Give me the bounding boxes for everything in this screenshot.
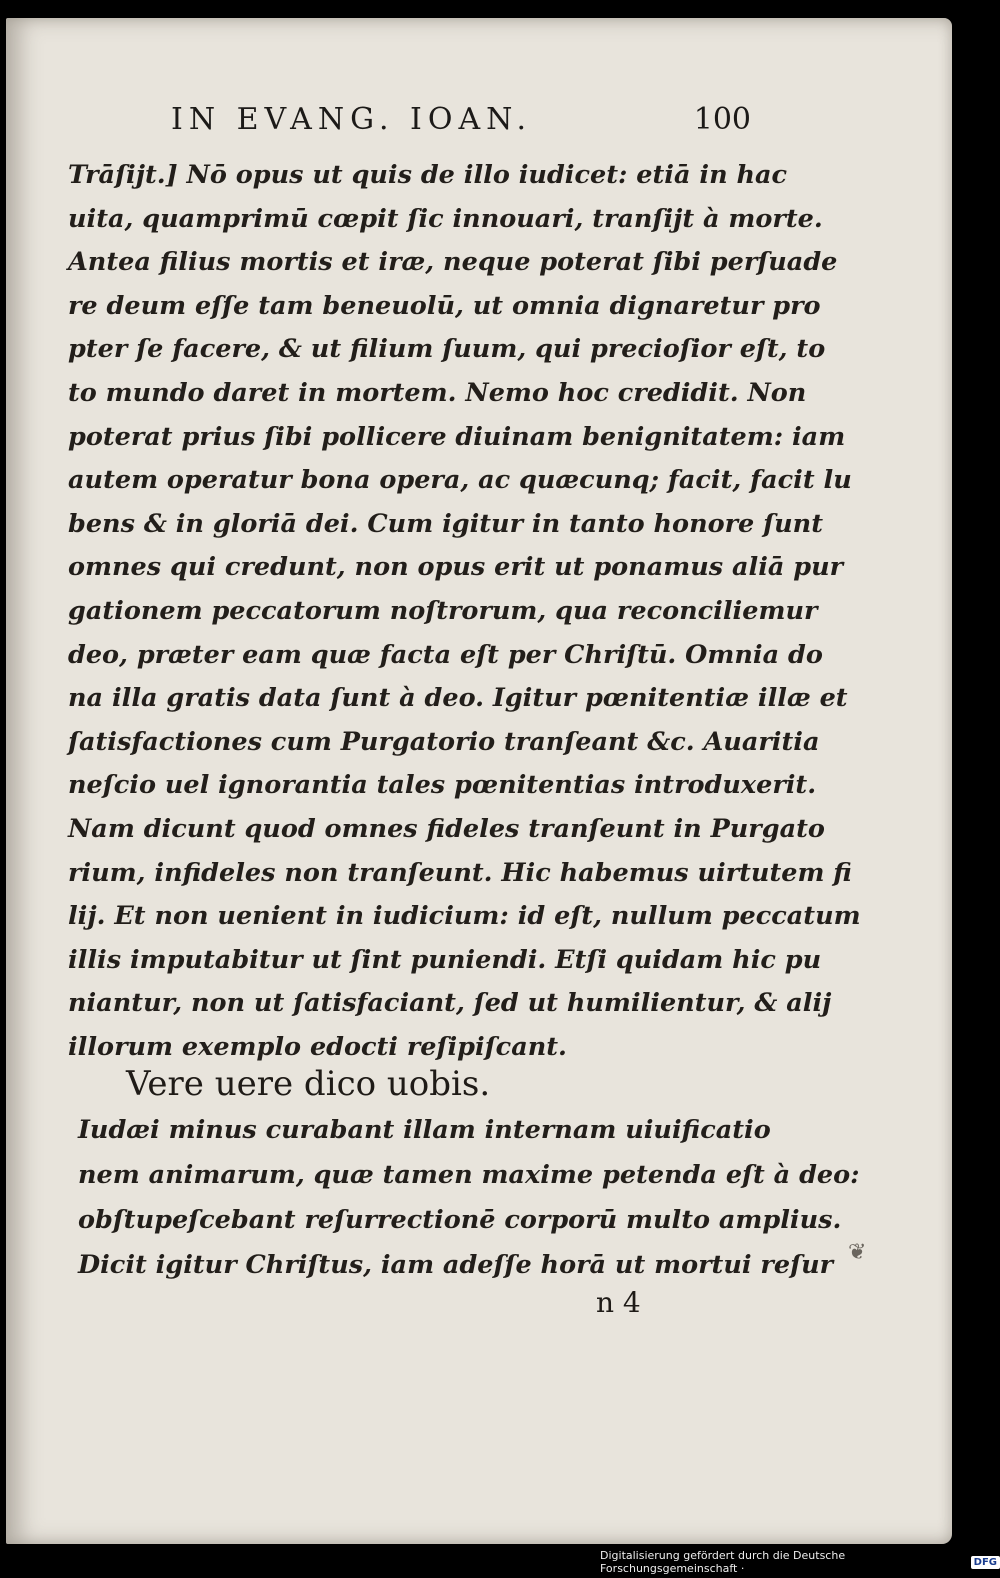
page-header [171,102,751,142]
text-line: deo, præter eam quæ facta eſt per Chriſtū. Omnia do [68,639,823,670]
ornament-mark-icon: ❦ [848,1240,867,1265]
text-line: obſtupeſcebant reſurrectionē corporū multo amplius. [78,1205,842,1235]
text-line: niantur, non ut ſatisfaciant, ſed ut humilientur, & alij [68,988,832,1019]
text-line: to mundo daret in mortem. Nemo hoc credidit. Non [68,377,807,408]
text-line: lij. Et non uenient in iudicium: id eſt, nullum peccatum [68,901,861,932]
text-line: Iudæi minus curabant illam internam uiuificatio [78,1115,771,1145]
text-line: pter ſe facere, & ut filium ſuum, qui precioſior eſt, to [68,334,826,365]
page-number: 100 [693,102,751,137]
text-line: rium, infideles non tranſeunt. Hic habemus uirtutem fi [68,857,852,888]
digitization-credit [600,1551,1000,1573]
text-line: illis imputabitur ut ſint puniendi. Etſi quidam hic pu [68,944,822,975]
text-line: neſcio uel ignorantia tales pœnitentias introduxerit. [68,770,817,801]
book-page [6,18,952,1544]
text-line: illorum exemplo edocti reſipiſcant. [68,1031,567,1062]
text-line: ſatisfactiones cum Purgatorio tranſeant &c. Auaritia [68,726,820,757]
signature-mark: n 4 [596,1286,641,1319]
body-paragraph-2 [78,1108,860,1288]
text-line: re deum eſſe tam beneuolū, ut omnia dignaretur pro [68,290,821,321]
text-line: gationem peccatorum noſtrorum, qua reconciliemur [68,595,818,626]
running-title: IN EVANG. IOAN. [171,102,533,137]
body-paragraph-1 [68,154,861,1069]
dfg-logo-icon: DFG [971,1556,1000,1569]
credit-text: Digitalisierung gefördert durch die Deutsche Forschungsgemeinschaft · [600,1549,846,1575]
text-line: omnes qui credunt, non opus erit ut ponamus aliā pur [68,552,844,583]
text-line: Nam dicunt quod omnes fideles tranſeunt in Purgato [68,813,825,844]
text-line: Antea filius mortis et iræ, neque poterat ſibi perſuade [68,247,838,278]
text-line: Dicit igitur Chriſtus, iam adeſſe horā ut mortui reſur [78,1250,834,1280]
text-line: nem animarum, quæ tamen maxime petenda eſt à deo: [78,1160,860,1190]
text-line: autem operatur bona opera, ac quæcunq; facit, facit lu [68,465,852,496]
text-line: na illa gratis data ſunt à deo. Igitur pœnitentiæ illæ et [68,683,848,714]
section-heading: Vere uere dico uobis. [126,1064,491,1104]
text-line: uita, quamprimū cœpit ſic innouari, tranſijt à morte. [68,203,823,234]
text-line: bens & in gloriā dei. Cum igitur in tanto honore ſunt [68,508,823,539]
text-line: Trāſijt.] Nō opus ut quis de illo iudicet: etiā in hac [68,160,788,190]
text-line: poterat prius ſibi pollicere diuinam benignitatem: iam [68,421,846,452]
